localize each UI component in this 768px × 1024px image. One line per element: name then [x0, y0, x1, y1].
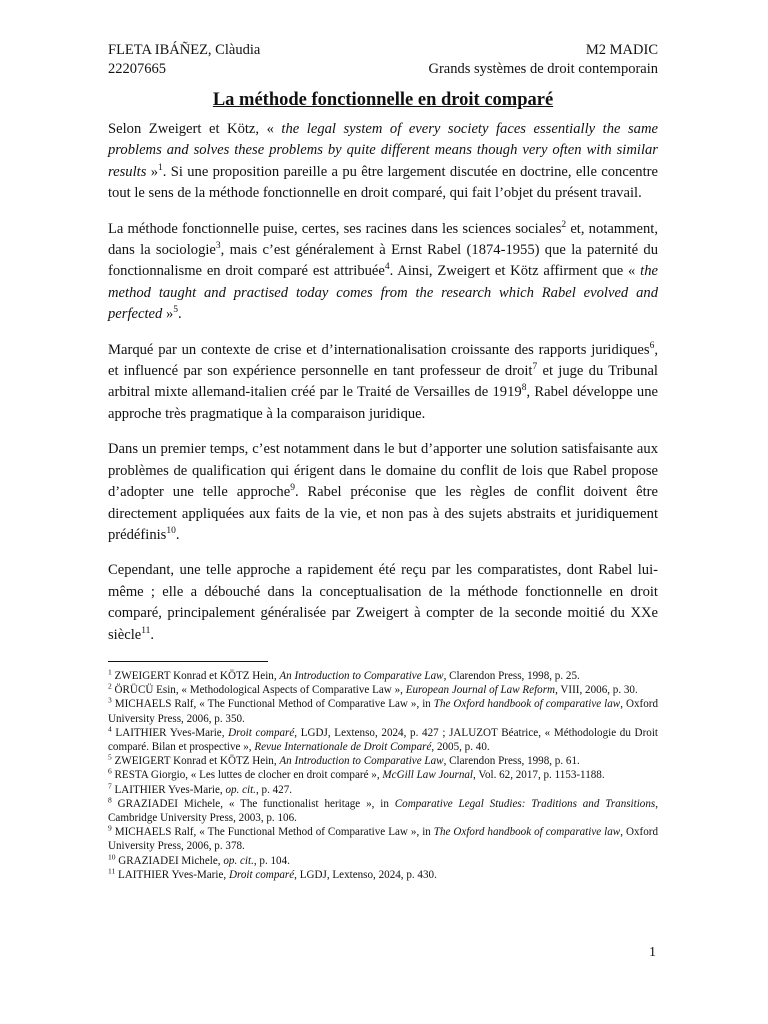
footnote-10: $^{10}$ GRAZIADEI Michele, op. cit., p. 104. — [108, 851, 290, 867]
footnote-6: $^6$ RESTA Giorgio, « Les luttes de clocher en droit comparé », McGill Law Journal, Vol. 62, 2017, p. 1153-1188. — [108, 766, 605, 782]
footnote-7: $^7$ LAITHIER Yves-Marie, op. cit., p. 427. — [108, 780, 293, 796]
footnote-separator — [108, 661, 268, 662]
paragraph-2: La méthode fonctionnelle puise, certes, ses racines dans les sciences sociales$^2$ et, notamment, dans la sociologie$^3$, mais c’est généralement à Ernst Rabel (1874-1955) que la paternité du fonctionnalisme en droit comparé est attribuée$^4$. Ainsi, Zweigert et Kötz affirment que « the method taught and practised today comes from the research which Rabel evolved and perfected »$^5$. — [108, 219, 658, 323]
footnote-ref[interactable]: 8 — [521, 383, 527, 394]
footnotes — [108, 669, 658, 882]
footnote-3: $^3$ MICHAELS Ralf, « The Functional Method of Comparative Law », in The Oxford handbook of comparative law, Oxford University Press, 2006, p. 350. — [108, 695, 658, 725]
paragraph-4: Dans un premier temps, c’est notamment dans le but d’apporter une solution satisfaisante aux problèmes de qualification qui érigent dans le domaine du conflit de lois que Rabel propose d’adopter une telle approche$^9$. Rabel préconise que les règles de conflit doivent être directement appliquées aux faits de la vie, et non pas à des sujets abstraits et juridiquement prédéfinis$^{10}$. — [108, 441, 658, 543]
footnote-9: $^9$ MICHAELS Ralf, « The Functional Method of Comparative Law », in The Oxford handbook of comparative law, Oxford University Press, 2006, p. 378. — [108, 823, 658, 853]
quote: the method taught and practised today comes from the research which Rabel evolved and perfected — [108, 263, 658, 323]
footnote-ref[interactable]: 1 — [158, 162, 163, 173]
paragraph-1: Selon Zweigert et Kötz, « the legal system of every society faces essentially the same problems and solves these problems by quite different means though very often with similar results »$^1$. Si une proposition pareille a pu être largement discutée en doctrine, elle concentre tout le sens de la méthode fonctionnelle en droit comparé, qui fait l’objet du présent travail. — [108, 121, 658, 202]
footnote-ref[interactable]: 5 — [173, 305, 178, 316]
document-title: La méthode fonctionnelle en droit comparé — [212, 90, 554, 110]
paragraph-5: Cependant, une telle approche a rapidement été reçu par les comparatistes, dont Rabel lui-même ; elle a débouché dans la conceptualisation de la méthode fonctionnelle en droit comparé, principalement généralisée par Zweigert à compter de la seconde moitié du XXe siècle$^{11}$. — [108, 562, 658, 643]
page-number: 1 — [649, 945, 656, 960]
header-right — [428, 41, 658, 79]
course-name: Grands systèmes de droit contemporain — [428, 61, 658, 77]
author-name: FLETA IBÁÑEZ, Clàudia — [108, 42, 261, 58]
footnote-1: $^1$ ZWEIGERT Konrad et KÖTZ Hein, An Introduction to Comparative Law, Clarendon Press, 1998, p. 25. — [108, 667, 580, 682]
footnote-ref[interactable]: 10 — [166, 526, 176, 537]
document-body — [108, 119, 658, 660]
footnote-ref[interactable]: 6 — [649, 340, 655, 351]
header-left — [108, 41, 260, 79]
program-name: M2 MADIC — [585, 42, 658, 58]
footnote-5: $^5$ ZWEIGERT Konrad et KÖTZ Hein, An Introduction to Comparative Law, Clarendon Press, 1998, p. 61. — [108, 752, 580, 768]
footnote-ref[interactable]: 11 — [141, 625, 151, 636]
footnote-ref[interactable]: 9 — [290, 483, 295, 494]
footnote-8: $^8$ GRAZIADEI Michele, « The functionalist heritage », in Comparative Legal Studies: Traditions and Transitions, Cambridge University Press, 2003, p. 106. — [108, 795, 658, 825]
footnote-4: $^4$ LAITHIER Yves-Marie, Droit comparé, LGDJ, Lextenso, 2024, p. 427 ; JALUZOT Béatrice, « Méthodologie du Droit comparé. Bilan et prospective », Revue Internationale de Droit Comparé, 2005, p. 40. — [108, 724, 658, 754]
footnote-ref[interactable]: 3 — [215, 241, 221, 252]
paragraph-3: Marqué par un contexte de crise et d’internationalisation croissante des rapports juridiques$^6$, et influencé par son expérience personnelle en tant professeur de droit$^7$ et juge du Tribunal arbitral mixte allemand-italien créé par le Traité de Versailles de 1919$^8$, Rabel développe une approche très pragmatique à la comparaison juridique. — [108, 340, 658, 422]
student-id: 22207665 — [108, 61, 166, 77]
footnote-11: $^{11}$ LAITHIER Yves-Marie, Droit comparé, LGDJ, Lextenso, 2024, p. 430. — [108, 866, 437, 881]
footnote-2: $^2$ ÖRÜCÜ Esin, « Methodological Aspects of Comparative Law », European Journal of Law Reform, VIII, 2006, p. 30. — [108, 681, 638, 697]
footnote-ref[interactable]: 4 — [384, 262, 390, 273]
footnote-ref[interactable]: 7 — [532, 362, 538, 373]
quote: the legal system of every society faces essentially the same problems and solves these problems by quite different means though very often with similar results — [108, 121, 658, 180]
footnote-ref[interactable]: 2 — [561, 219, 567, 230]
